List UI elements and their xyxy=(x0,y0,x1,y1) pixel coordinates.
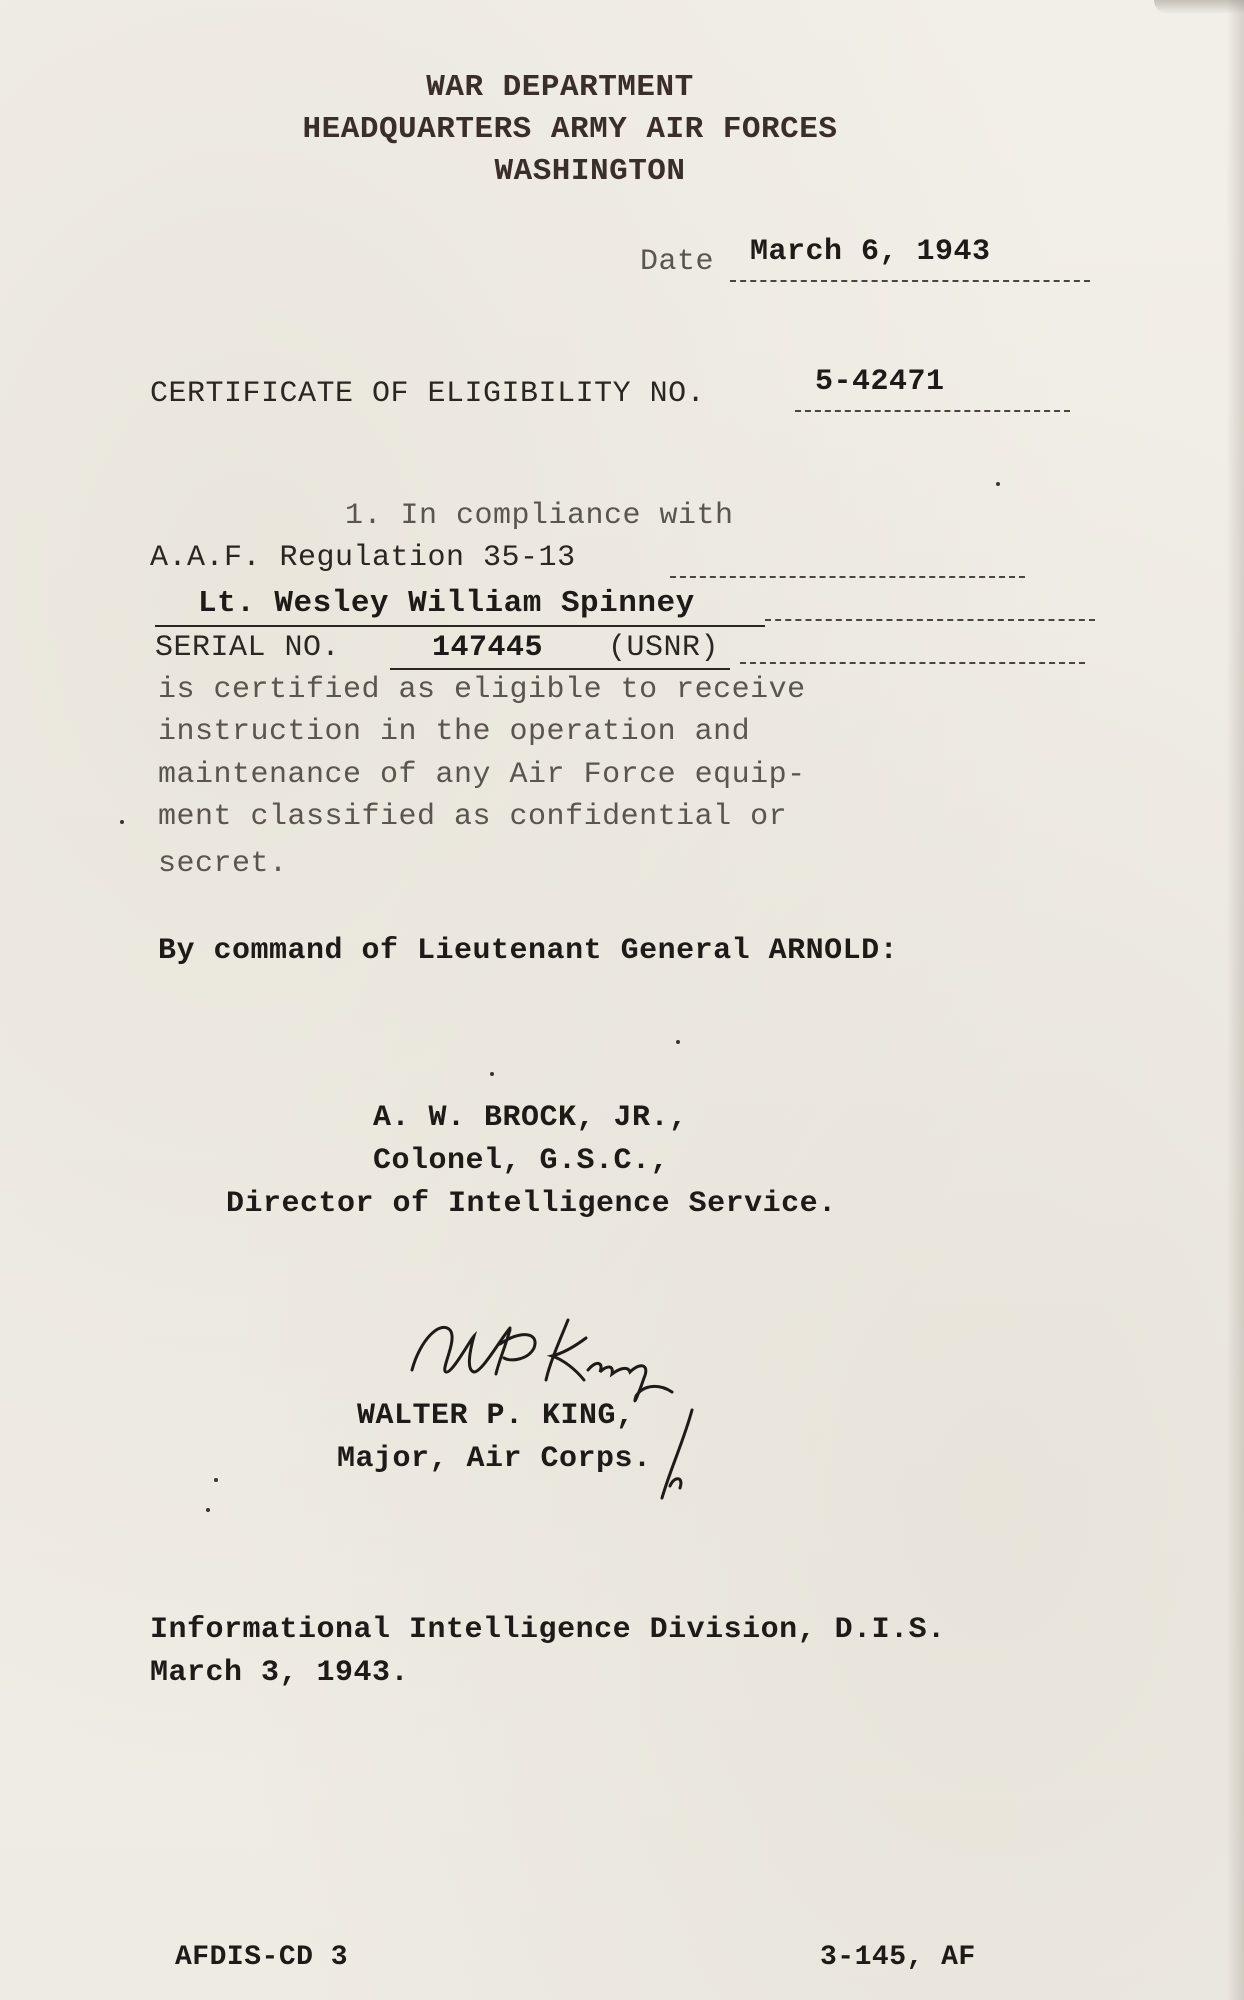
ink-speck xyxy=(214,1478,218,1482)
serial-number: 147445 xyxy=(432,631,544,665)
body-line-3: maintenance of any Air Force equip- xyxy=(158,758,806,792)
date-value: March 6, 1943 xyxy=(750,235,991,269)
ink-speck xyxy=(206,1508,210,1512)
date-underline xyxy=(730,280,1090,282)
body-line-4: ment classified as confidential or xyxy=(158,800,788,834)
signatory-name: WALTER P. KING, xyxy=(357,1399,635,1433)
body-line-5: secret. xyxy=(158,847,288,881)
paper-corner-shadow xyxy=(1154,0,1244,14)
ink-speck xyxy=(120,820,124,824)
certificate-number: 5-42471 xyxy=(815,365,945,399)
paragraph-opening: 1. In compliance with xyxy=(345,499,734,533)
certified-person-name: Lt. Wesley William Spinney xyxy=(198,586,695,621)
form-code-left: AFDIS-CD 3 xyxy=(175,1942,349,1973)
header-washington: WASHINGTON xyxy=(494,154,686,189)
division-line: Informational Intelligence Division, D.I.S. xyxy=(150,1613,946,1647)
ink-speck xyxy=(676,1040,680,1044)
regulation-reference: A.A.F. Regulation 35-13 xyxy=(150,541,576,575)
authority-title: Director of Intelligence Service. xyxy=(226,1187,837,1221)
division-date: March 3, 1943. xyxy=(150,1656,410,1690)
name-underline-solid xyxy=(155,625,765,627)
authority-name: A. W. BROCK, JR., xyxy=(373,1101,688,1135)
regulation-underline xyxy=(670,576,1025,578)
certificate-label: CERTIFICATE OF ELIGIBILITY NO. xyxy=(150,377,706,411)
body-line-1: is certified as eligible to receive xyxy=(158,673,806,707)
ink-speck xyxy=(996,482,1000,486)
serial-label: SERIAL NO. xyxy=(155,631,341,665)
paper-edge-shadow xyxy=(1226,0,1244,2000)
ink-speck xyxy=(490,1072,494,1076)
header-war-department: WAR DEPARTMENT xyxy=(426,70,694,105)
date-label: Date xyxy=(640,245,715,279)
certificate-underline xyxy=(795,410,1070,412)
serial-underline-solid xyxy=(390,668,730,670)
authority-rank: Colonel, G.S.C., xyxy=(373,1144,670,1178)
header-hq-army-air-forces: HEADQUARTERS ARMY AIR FORCES xyxy=(302,112,838,147)
serial-underline-dashed xyxy=(740,662,1085,664)
signatory-rank: Major, Air Corps. xyxy=(337,1442,652,1476)
command-line: By command of Lieutenant General ARNOLD: xyxy=(158,934,899,968)
name-underline-dashed xyxy=(765,619,1095,621)
serial-suffix: (USNR) xyxy=(608,631,720,665)
form-code-right: 3-145, AF xyxy=(820,1942,976,1973)
body-line-2: instruction in the operation and xyxy=(158,715,751,749)
